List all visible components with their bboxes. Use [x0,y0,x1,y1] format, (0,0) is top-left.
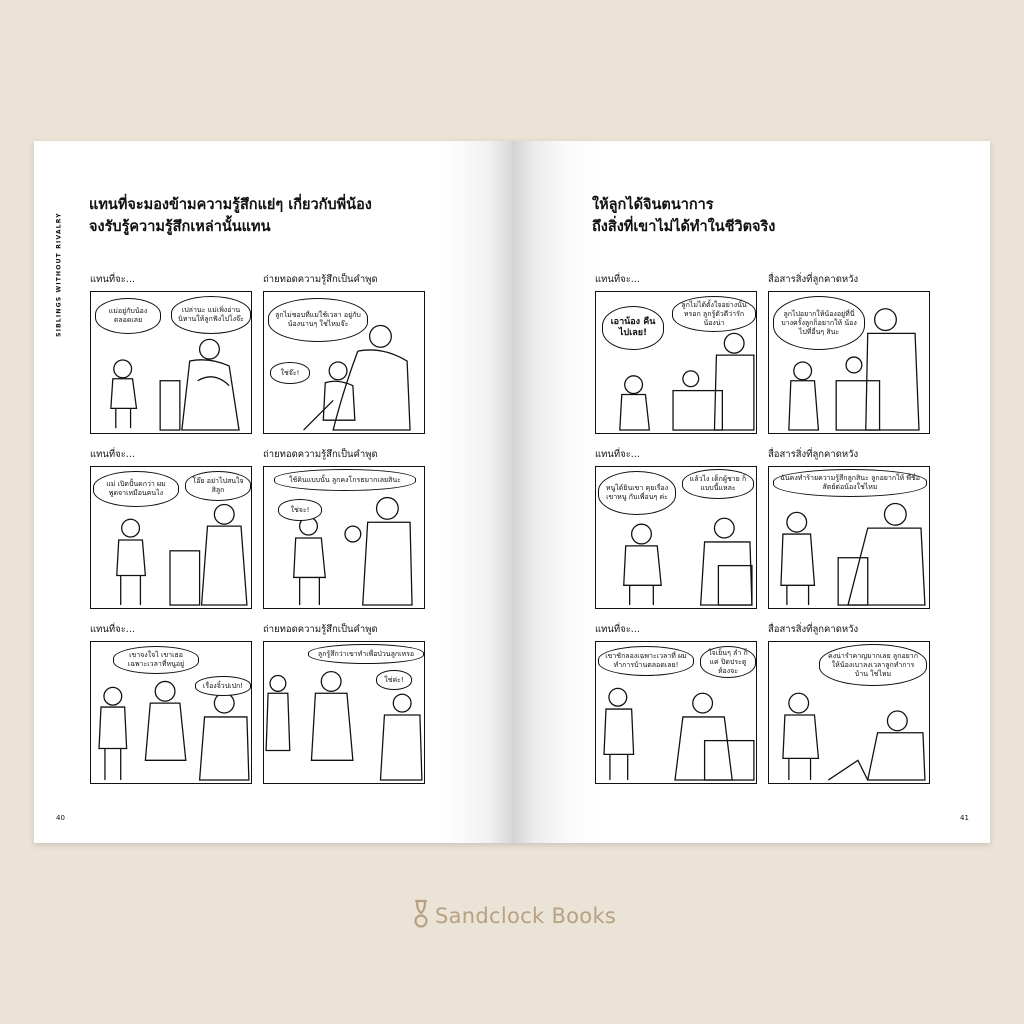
right-page-title [592,194,775,238]
row1-right-label: สื่อสารสิ่งที่ลูกคาดหวัง [768,274,859,285]
speech-bubble: ลูกไปอยากให้น้องอยู่ที่นี่ บางครั้งลูกก็อยากให้ น้องไปที่อื่นๆ สินะ [773,296,865,350]
row1-right-label: ถ่ายทอดความรู้สึกเป็นคำพูด [263,274,378,285]
comic-panel [90,291,252,434]
row2-right-label: สื่อสารสิ่งที่ลูกคาดหวัง [768,449,859,460]
brand-name: Sandclock Books [435,904,617,928]
page-number-left: 40 [56,814,65,822]
speech-bubble: แม่อยู่กับน้อง ตลอดเลย [95,298,161,334]
comic-panel [595,291,757,434]
row3-right-label: สื่อสารสิ่งที่ลูกคาดหวัง [768,624,859,635]
comic-panel [263,641,425,784]
comic-panel [595,641,757,784]
row2-right-label: ถ่ายทอดความรู้สึกเป็นคำพูด [263,449,378,460]
comic-panel [768,466,930,609]
speech-bubble: คงน่ารำคาญมากเลย ลูกอยาก ให้น้องเบาลงเวลาลูกทำการบ้าน ใช่ไหม [819,644,927,686]
speech-bubble: หนูได้ยินเขา คุยเรื่องเขาหนู กับเพื่อนๆ ค่ะ [598,471,676,515]
comic-panel [263,291,425,434]
speech-bubble: ฉันคงทำร้ายความรู้สึกลูกสินะ ลูกอยากให้ พี่ชื่อสัตย์ต่อน้องใช่ไหม [773,469,927,497]
row3-left-label: แทนที่จะ... [90,624,135,635]
comic-panel [263,466,425,609]
comic-panel [90,641,252,784]
speech-bubble: ใจเย็นๆ ลำ ก็แค่ ปิดประตูห้องจะ [700,646,756,678]
left-title-line-1: แทนที่จะมองข้ามความรู้สึกแย่ๆ เกี่ยวกับพี่น้อง [89,197,372,213]
comic-panel [90,466,252,609]
page-number-right: 41 [960,814,969,822]
comic-panel [595,466,757,609]
book-spread [34,141,990,843]
speech-bubble: เปล่านะ แม่เพิ่งอ่าน นิทานให้ลูกฟังไปไงจ๊ะ [171,296,251,334]
speech-bubble: แม่ เปิดปั้นดกว่า ผมพูดจาเหมือนคนไง [93,471,179,507]
speech-bubble: ใช่จะ! [278,499,322,521]
right-page [512,141,990,843]
speech-bubble: เขาชักลองเฉพาะเวลาที่ ผมทำการบ้านตลอดเลย! [598,646,694,676]
brand-logo [413,898,616,934]
spine-label [54,161,64,391]
speech-bubble: โอ๊ย อย่าไปสนใจสิลูก [185,471,251,501]
speech-bubble: ใช้คินแบบนั้น ลูกคงโกรธมากเลยสินะ [274,469,416,491]
row2-left-label: แทนที่จะ... [90,449,135,460]
right-title-line-1: ให้ลูกได้จินตนาการ [592,197,714,213]
spine-text: SIBLINGS WITHOUT RIVALRY [55,212,63,337]
comic-panel [768,291,930,434]
left-page-title [89,194,372,238]
hourglass-icon [413,898,429,934]
row3-right-label: ถ่ายทอดความรู้สึกเป็นคำพูด [263,624,378,635]
speech-bubble: ลูกไม่ชอบที่แม่ใช้เวลา อยู่กับน้องนานๆ ใช่ไหมจ๊ะ [268,298,368,342]
comic-panel [768,641,930,784]
speech-bubble: ลูกไม่ได้ตั้งใจอย่างนั้นหรอก ลูกรู้ตัวดีว่ารักน้องน่า [672,296,756,332]
row1-left-label: แทนที่จะ... [595,274,640,285]
speech-bubble: เรื่องจิ๋วปเปก! [195,676,251,696]
row3-left-label: แทนที่จะ... [595,624,640,635]
row1-left-label: แทนที่จะ... [90,274,135,285]
row2-left-label: แทนที่จะ... [595,449,640,460]
speech-bubble: เขาจงใจไ เขาเธอ เฉพาะเวลาที่หนูอยู่ [113,646,199,674]
right-title-line-2: ถึงสิ่งที่เขาไม่ได้ทำในชีวิตจริง [592,219,776,235]
speech-bubble: แล้วไง เด็กผู้ชาย ก็แบบนี้แหละ [682,469,754,499]
left-title-line-2: จงรับรู้ความรู้สึกเหล่านั้นแทน [89,219,271,235]
left-page [34,141,512,843]
speech-bubble: เอาน้อง คืนไปเลย! [602,306,664,350]
speech-bubble: ใช่ค่ะ! [376,670,412,690]
speech-bubble: ใช่จ๊ะ! [270,362,310,384]
speech-bubble: ลูกรู้สึกว่าเขาทำเพื่อป่วนลูกเหรอ [308,644,424,664]
